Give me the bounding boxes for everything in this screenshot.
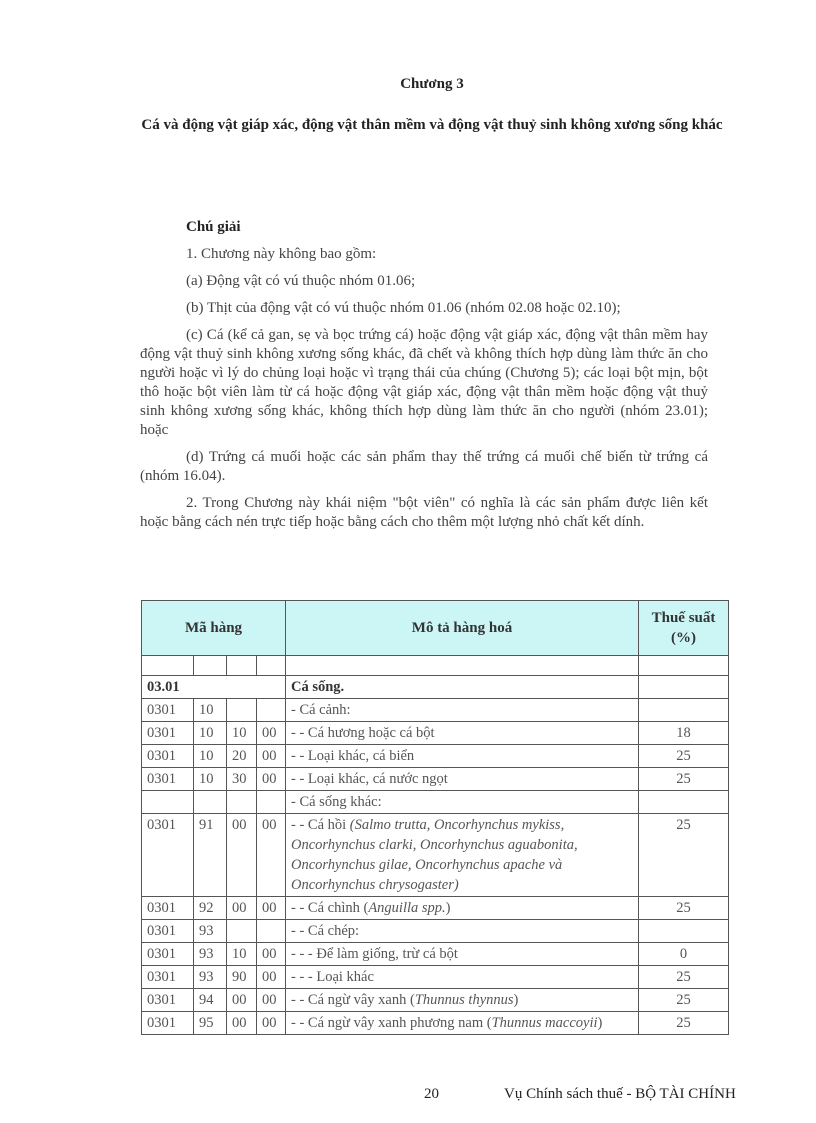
description-cell: - Cá sống khác: [286,791,639,814]
table-row [142,699,729,722]
table-row [142,989,729,1012]
header-code: Mã hàng [142,601,286,656]
code-cell: 0301 [142,722,194,745]
code-cell [227,791,257,814]
rate-cell [639,699,729,722]
note-item: (a) Động vật có vú thuộc nhóm 01.06; [186,273,416,289]
code-cell: 90 [227,966,257,989]
code-cell [257,791,286,814]
rate-cell: 25 [639,814,729,897]
table-row [142,1012,729,1035]
code-cell: 00 [257,745,286,768]
tariff-table [141,600,729,1035]
table-row [142,920,729,943]
rate-cell: 0 [639,943,729,966]
table-row [142,943,729,966]
description-cell: - - - Để làm giống, trừ cá bột [286,943,639,966]
code-cell: 91 [194,814,227,897]
rate-cell: 25 [639,897,729,920]
rate-cell: 25 [639,745,729,768]
code-cell: 10 [194,722,227,745]
note-item: 2. Trong Chương này khái niệm "bột viên" có nghĩa là các sản phẩm được liên kết hoặc bằng cách nén trực tiếp hoặc bằng cách cho thêm một lượng nhỏ chất kết dính. [140,495,708,530]
code-cell: 0301 [142,745,194,768]
rate-cell: 25 [639,989,729,1012]
code-cell: 00 [257,897,286,920]
description-prefix: - - Cá hồi [291,817,350,833]
code-cell: 0301 [142,920,194,943]
code-cell: 93 [194,966,227,989]
footer-source: Vụ Chính sách thuế - BỘ TÀI CHÍNH [504,1086,736,1102]
rate-cell: 25 [639,768,729,791]
notes-heading: Chú giải [186,219,241,235]
description-cell [286,989,639,1012]
chapter-label: Chương 3 [400,76,464,92]
code-cell: 0301 [142,897,194,920]
code-cell: 0301 [142,814,194,897]
code-cell: 00 [257,989,286,1012]
scientific-name: Thunnus thynnus [414,992,514,1008]
code-cell: 00 [257,1012,286,1035]
description-cell [286,1012,639,1035]
table-row [142,722,729,745]
table-row [142,768,729,791]
code-cell: 0301 [142,768,194,791]
description-suffix: ) [445,900,451,916]
table-row [142,791,729,814]
code-cell: 00 [227,1012,257,1035]
code-cell: 00 [227,897,257,920]
code-cell: 00 [227,814,257,897]
code-cell [227,920,257,943]
code-cell: 10 [194,768,227,791]
description-suffix: ) [597,1015,603,1031]
group-row [142,676,729,699]
code-cell: 0301 [142,1012,194,1035]
description-cell [286,814,639,897]
description-cell: - Cá cảnh: [286,699,639,722]
header-rate: Thuế suất (%) [639,601,729,656]
code-cell: 30 [227,768,257,791]
code-cell: 00 [257,814,286,897]
rate-cell [639,791,729,814]
page-number: 20 [424,1086,439,1102]
code-cell: 0301 [142,699,194,722]
code-cell: 0301 [142,943,194,966]
table-row [142,897,729,920]
description-cell: - - Loại khác, cá nước ngọt [286,768,639,791]
description-cell: - - Loại khác, cá biển [286,745,639,768]
description-cell: - - Cá chép: [286,920,639,943]
code-cell: 10 [227,722,257,745]
code-cell: 93 [194,920,227,943]
note-item: (c) Cá (kể cả gan, sẹ và bọc trứng cá) hoặc động vật giáp xác, động vật thân mềm hay động vật thuỷ sinh không xương sống khác, đã chết và không thích hợp dùng làm thức ăn cho người hoặc vì lý do chủng loại hoặc vì trạng thái của chúng (Chương 5); các loại bột mịn, bột thô hoặc bột viên làm từ cá hoặc động vật giáp xác, động vật thân mềm hoặc động vật thuỷ sinh không xương sống khác, không thích hợp dùng làm thức ăn cho người (nhóm 23.01); hoặc [140,327,708,438]
code-cell [257,920,286,943]
description-suffix: ) [513,992,519,1008]
code-cell: 00 [227,989,257,1012]
code-cell [257,699,286,722]
spacer-row [142,656,729,676]
header-description: Mô tả hàng hoá [286,601,639,656]
code-cell: 10 [194,745,227,768]
scientific-name: Thunnus maccoyii [491,1015,598,1031]
chapter-notes [140,218,708,540]
code-cell: 00 [257,943,286,966]
rate-cell: 18 [639,722,729,745]
rate-cell: 25 [639,966,729,989]
table-row [142,745,729,768]
group-code: 03.01 [142,676,286,699]
description-prefix: - - Cá chình ( [291,900,369,916]
chapter-title: Cá và động vật giáp xác, động vật thân mềm và động vật thuỷ sinh không xương sống khác [141,117,723,133]
code-cell [194,791,227,814]
scientific-name: Anguilla spp. [368,900,446,916]
code-cell: 10 [227,943,257,966]
table-row [142,966,729,989]
description-cell [286,897,639,920]
scientific-name: (Salmo trutta, Oncorhynchus mykiss, Oncorhynchus clarki, Oncorhynchus aguabonita, Oncorhynchus gilae, Oncorhynchus apache và Oncorhynchus chrysogaster) [291,817,578,893]
code-cell: 94 [194,989,227,1012]
table-row [142,814,729,897]
description-cell: - - - Loại khác [286,966,639,989]
code-cell [142,791,194,814]
description-prefix: - - Cá ngừ vây xanh ( [291,992,415,1008]
code-cell: 00 [257,722,286,745]
code-cell: 92 [194,897,227,920]
code-cell: 0301 [142,989,194,1012]
rate-cell: 25 [639,1012,729,1035]
note-item: 1. Chương này không bao gồm: [186,246,377,262]
description-cell: - - Cá hương hoặc cá bột [286,722,639,745]
rate-cell [639,920,729,943]
note-item: (b) Thịt của động vật có vú thuộc nhóm 01.06 (nhóm 02.08 hoặc 02.10); [186,300,621,316]
code-cell [227,699,257,722]
code-cell: 00 [257,966,286,989]
group-description: Cá sống. [286,676,639,699]
code-cell: 20 [227,745,257,768]
description-prefix: - - Cá ngừ vây xanh phương nam ( [291,1015,492,1031]
code-cell: 0301 [142,966,194,989]
note-item: (d) Trứng cá muối hoặc các sản phẩm thay thế trứng cá muối chế biến từ trứng cá (nhóm 16.04). [140,449,708,484]
code-cell: 95 [194,1012,227,1035]
code-cell: 93 [194,943,227,966]
code-cell: 10 [194,699,227,722]
code-cell: 00 [257,768,286,791]
